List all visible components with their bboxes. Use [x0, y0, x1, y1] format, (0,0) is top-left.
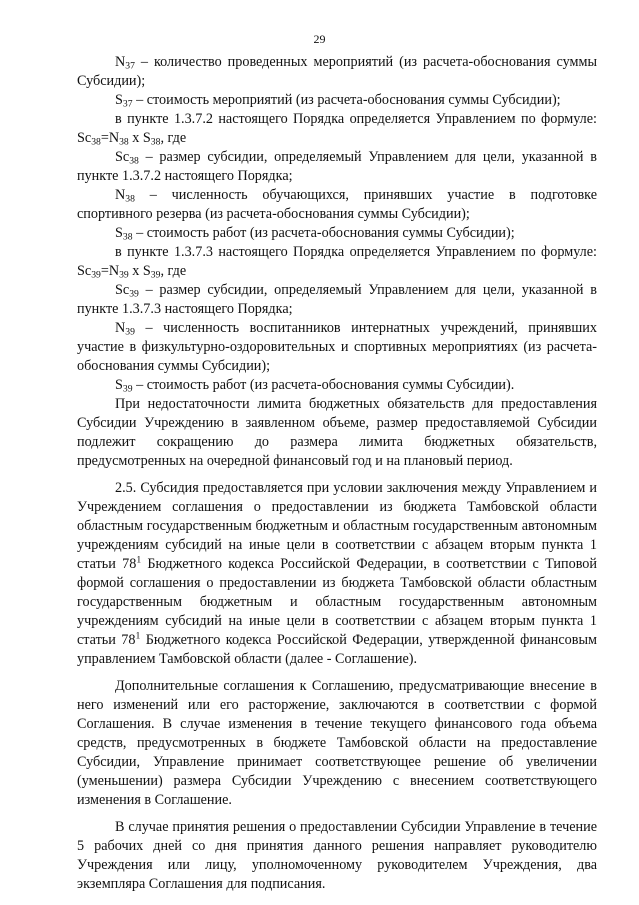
subscript: 37 [125, 60, 135, 72]
subscript: 37 [122, 98, 133, 110]
subscript: 38 [119, 136, 129, 148]
text-run: 2.5. Субсидия предоставляется при условии заключения между Управлением и Учреждением соглашения о предоставлении из бюджета Тамбовской области областным государственным бюджетным и областным государственным автономным учреждениям субсидий на иные цели в соответствии с абзацем вторым пункта 1 статьи 78 [77, 480, 597, 572]
paragraph [77, 376, 597, 395]
text-run: N [115, 54, 126, 70]
paragraph [77, 479, 597, 669]
text-run: В случае принятия решения о предоставлении Субсидии Управление в течение 5 рабочих дней со дня принятия данного решения направляет руководителю Учреждения или лицу, уполномоченному руководителем Учреждения, два экземпляра Соглашения для подписания. [77, 819, 597, 892]
text-run: – стоимость работ (из расчета-обоснования суммы Субсидии); [132, 225, 515, 241]
text-run: N [115, 187, 126, 203]
text-run: – численность воспитанников интернатных учреждений, принявших участие в физкультурно-оздоровительных и спортивных мероприятиях (из расчета-обоснования суммы Субсидии); [77, 320, 597, 374]
subscript: 38 [129, 155, 139, 167]
subscript: 39 [125, 326, 135, 338]
text-run: в пункте 1.3.7.3 настоящего Порядка определяется Управлением по формуле: Sc [77, 244, 597, 279]
paragraph [77, 243, 597, 281]
text-run: – численность обучающихся, принявших участие в подготовке спортивного резерва (из расчета-обоснования суммы Субсидии); [77, 187, 597, 222]
subscript: 38 [122, 231, 133, 243]
subscript: 38 [125, 193, 135, 205]
subscript: 38 [91, 136, 101, 148]
subscript: 39 [91, 269, 101, 281]
paragraph [77, 186, 597, 224]
paragraph [77, 395, 597, 471]
paragraph [77, 818, 597, 894]
text-run: – размер субсидии, определяемый Управлением для цели, указанной в пункте 1.3.7.2 настоящего Порядка; [77, 149, 597, 184]
text-run: – стоимость работ (из расчета-обоснования суммы Субсидии). [132, 377, 515, 393]
subscript: 39 [129, 288, 139, 300]
text-run: Бюджетного кодекса Российской Федерации, в соответствии с Типовой формой соглашения о предоставлении из бюджета Тамбовской области областным государственным бюджетным и областным государственным автономным учреждениям субсидий на иные цели в соответствии с абзацем вторым пункта 1 статьи 78 [77, 556, 597, 648]
paragraph [77, 53, 597, 91]
paragraph [77, 224, 597, 243]
subscript: 38 [150, 136, 161, 148]
text-run: , где [160, 263, 187, 279]
text-run: – количество проведенных мероприятий (из расчета-обоснования суммы Субсидии); [77, 54, 597, 89]
text-run: – стоимость мероприятий (из расчета-обоснования суммы Субсидии); [132, 92, 561, 108]
document-body [77, 53, 597, 894]
text-run: =N [100, 130, 120, 146]
text-run: Sc [115, 149, 130, 165]
page-number: 29 [313, 32, 326, 46]
text-run: в пункте 1.3.7.2 настоящего Порядка определяется Управлением по формуле: Sc [77, 111, 597, 146]
superscript: 1 [135, 630, 141, 642]
text-run: S [115, 92, 123, 108]
text-run: х S [128, 263, 151, 279]
paragraph [77, 677, 597, 810]
subscript: 39 [122, 383, 133, 395]
text-run: S [115, 377, 123, 393]
paragraph [77, 91, 597, 110]
text-run: , где [160, 130, 187, 146]
text-run: N [115, 320, 126, 336]
text-run: х S [128, 130, 151, 146]
text-run: Sc [115, 282, 130, 298]
paragraph [77, 148, 597, 186]
paragraph [77, 281, 597, 319]
paragraph [77, 110, 597, 148]
text-run: =N [100, 263, 120, 279]
paragraph [77, 319, 597, 376]
text-run: При недостаточности лимита бюджетных обязательств для предоставления Субсидии Учреждению в заявленном объеме, размер предоставляемой Субсидии подлежит сокращению до размера лимита бюджетных обязательств, предусмотренных на очередной финансовый год и на плановый период. [77, 396, 597, 469]
superscript: 1 [136, 554, 142, 566]
text-run: Бюджетного кодекса Российской Федерации, утвержденной финансовым управлением Тамбовской области (далее - Соглашение). [77, 632, 597, 667]
subscript: 39 [119, 269, 129, 281]
text-run: Дополнительные соглашения к Соглашению, предусматривающие внесение в него изменений или его расторжение, заключаются в соответствии с формой Соглашения. В случае изменения в течение текущего финансового года объема средств, предусмотренных в бюджете Тамбовской области на предоставление Субсидии, Управление принимает соответствующее решение об увеличении (уменьшении) размера Субсидии Учреждению с внесением соответствующего изменения в Соглашение. [77, 678, 597, 808]
subscript: 39 [150, 269, 161, 281]
text-run: S [115, 225, 123, 241]
text-run: – размер субсидии, определяемый Управлением для цели, указанной в пункте 1.3.7.3 настоящего Порядка; [77, 282, 597, 317]
